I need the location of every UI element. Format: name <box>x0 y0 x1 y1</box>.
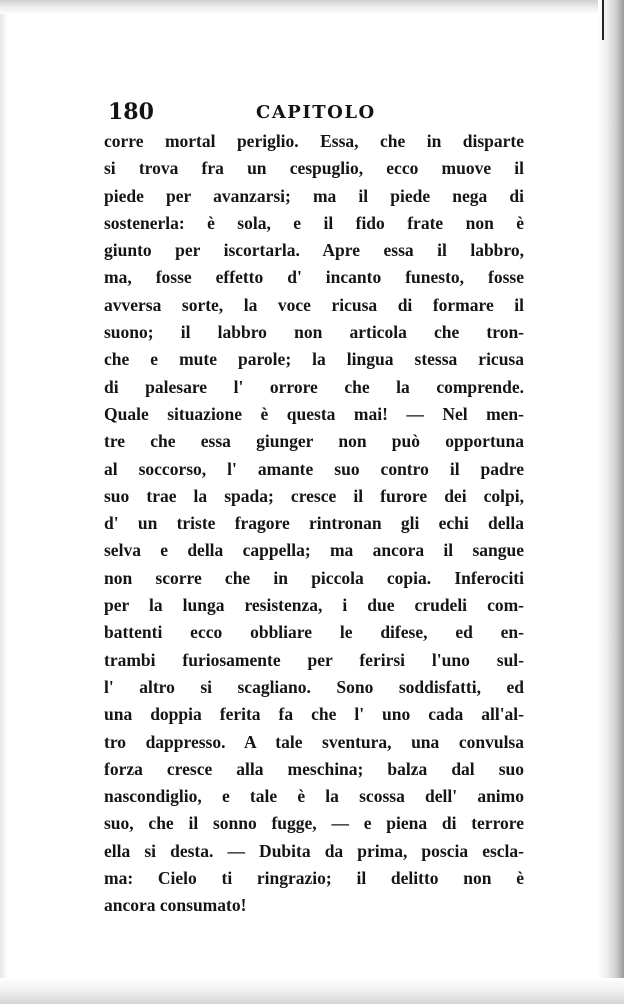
text-line: una doppia ferita fa che l' uno cada all'al- <box>104 704 524 725</box>
scan-bottom-edge <box>0 978 624 1004</box>
text-line: selva e della cappella; ma ancora il sangue <box>104 540 524 561</box>
text-line: suo, che il sonno fugge, — e piena di terrore <box>104 813 524 834</box>
text-line: l' altro si scagliano. Sono soddisfatti, ed <box>104 676 524 697</box>
text-line: non scorre che in piccola copia. Inferociti <box>104 567 524 588</box>
text-line: forza cresce alla meschina; balza dal suo <box>104 758 524 779</box>
text-line: suono; il labbro non articola che tron- <box>104 322 524 343</box>
text-line: si trova fra un cespuglio, ecco muove il <box>104 158 524 179</box>
text-line: avversa sorte, la voce ricusa di formare il <box>104 294 524 315</box>
text-line: ella si desta. — Dubita da prima, poscia escla- <box>104 840 524 861</box>
text-line: di palesare l' orrore che la comprende. <box>104 376 524 397</box>
scan-left-edge <box>0 0 8 1004</box>
running-head: CAPITOLO <box>256 102 376 123</box>
text-line: ma: Cielo ti ringrazio; il delitto non è <box>104 868 524 889</box>
text-line: battenti ecco obbliare le difese, ed en- <box>104 622 524 643</box>
scan-right-mark <box>602 0 604 40</box>
scan-top-edge <box>0 0 624 14</box>
text-line: suo trae la spada; cresce il furore dei colpi, <box>104 485 524 506</box>
text-line: tre che essa giunger non può opportuna <box>104 431 524 452</box>
text-line: corre mortal periglio. Essa, che in disparte <box>104 131 524 151</box>
text-line: piede per avanzarsi; ma il piede nega di <box>104 185 524 206</box>
page-number: 180 <box>108 99 154 125</box>
text-line: d' un triste fragore rintronan gli echi della <box>104 513 524 534</box>
text-line: Quale situazione è questa mai! — Nel men- <box>104 403 524 424</box>
text-line: giunto per iscortarla. Apre essa il labbro, <box>104 240 524 261</box>
scan-right-edge <box>598 0 624 1004</box>
text-line: trambi furiosamente per ferirsi l'uno sul- <box>104 649 524 670</box>
text-line: ancora consumato! <box>104 895 247 916</box>
page-header <box>108 99 528 129</box>
text-line: al soccorso, l' amante suo contro il padre <box>104 458 524 479</box>
text-line: che e mute parole; la lingua stessa ricusa <box>104 349 524 370</box>
text-line: per la lunga resistenza, i due crudeli com- <box>104 595 524 616</box>
text-line: nascondiglio, e tale è la scossa dell' animo <box>104 786 524 807</box>
text-line: ma, fosse effetto d' incanto funesto, fosse <box>104 267 524 288</box>
text-line: tro dappresso. A tale sventura, una convulsa <box>104 731 524 752</box>
body-text <box>104 128 524 920</box>
text-line: sostenerla: è sola, e il fido frate non è <box>104 212 524 233</box>
